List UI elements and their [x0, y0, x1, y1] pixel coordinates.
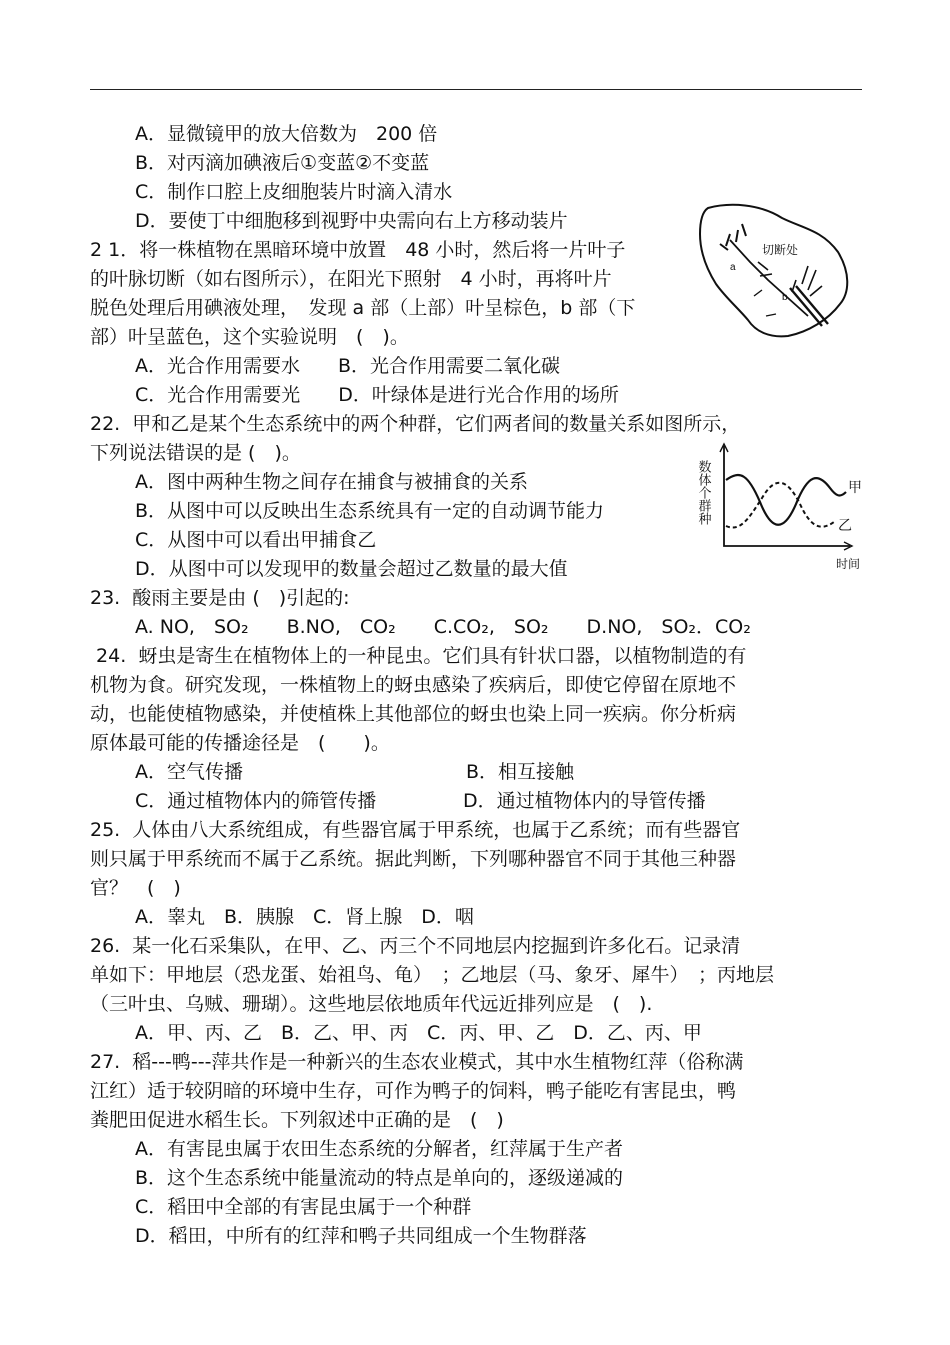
q25-stem-line3: 官？ ( ) — [90, 877, 181, 899]
q26-stem-line3: （三叶虫、乌贼、珊瑚）。这些地层依地质年代远近排列应是 ( ). — [90, 993, 653, 1015]
q22-stem-line2: 下列说法错误的是 ( )。 — [90, 442, 301, 464]
series-jia-line — [726, 475, 846, 525]
q25-options: A．睾丸 B．胰腺 C．肾上腺 D．咽 — [135, 906, 474, 928]
q20-option-a: A．显微镜甲的放大倍数为 200 倍 — [135, 123, 438, 145]
leaf-vein-branch-2 — [758, 262, 772, 276]
q24-option-a: A．空气传播 — [135, 761, 243, 783]
leaf-figure — [690, 200, 858, 340]
q27-option-c: C．稻田中全部的有害昆虫属于一个种群 — [135, 1196, 472, 1218]
leaf-vein-branch-3 — [792, 266, 822, 296]
leaf-b-label: b — [782, 292, 788, 303]
population-graph — [696, 440, 868, 574]
q20-option-c: C．制作口腔上皮细胞装片时滴入清水 — [135, 181, 453, 203]
q20-option-b: B．对丙滴加碘液后①变蓝②不变蓝 — [135, 152, 430, 174]
q24-stem-line2: 机物为食。研究发现，一株植物上的蚜虫感染了疾病后，即使它停留在原地不 — [90, 674, 737, 696]
q22-option-a: A．图中两种生物之间存在捕食与被捕食的关系 — [135, 471, 528, 493]
q24-option-d: D．通过植物体内的导管传播 — [463, 790, 706, 812]
q27-option-b: B．这个生态系统中能量流动的特点是单向的，逐级递减的 — [135, 1167, 624, 1189]
q23-stem: 23. 酸雨主要是由 ( )引起的: — [90, 587, 350, 609]
series-jia-label: 甲 — [848, 479, 862, 495]
q26-options: A．甲、丙、乙 B．乙、甲、丙 C．丙、甲、乙 D．乙、丙、甲 — [135, 1022, 702, 1044]
leaf-cut-label: 切断处 — [762, 243, 799, 257]
q24-option-c: C．通过植物体内的筛管传播 — [135, 790, 377, 812]
q27-stem-line1: 27. 稻---鸭---萍共作是一种新兴的生态农业模式，其中水生植物红萍（俗称满 — [90, 1051, 744, 1073]
q24-option-b: B．相互接触 — [466, 761, 575, 783]
q21-stem-line3: 脱色处理后用碘液处理， 发现 a 部（上部）叶呈棕色，b 部（下 — [90, 297, 636, 319]
q21-stem-line4: 部）叶呈蓝色，这个实验说明 ( )。 — [90, 326, 409, 348]
q26-stem-line1: 26. 某一化石采集队，在甲、乙、丙三个不同地层内挖掘到许多化石。记录清 — [90, 935, 741, 957]
leaf-outline — [700, 205, 847, 337]
q21-options-cd: C．光合作用需要光 D．叶绿体是进行光合作用的场所 — [135, 384, 619, 406]
q25-stem-line2: 则只属于甲系统而不属于乙系统。据此判断，下列哪种器官不同于其他三种器 — [90, 848, 737, 870]
q21-stem-line2: 的叶脉切断（如右图所示），在阳光下照射 4 小时，再将叶片 — [90, 268, 612, 290]
q27-option-a: A．有害昆虫属于农田生态系统的分解者，红萍属于生产者 — [135, 1138, 623, 1160]
q24-stem-line4: 原体最可能的传播途径是 ( )。 — [90, 732, 390, 754]
graph-y-label: 数体个群种 — [696, 460, 712, 525]
q22-option-b: B．从图中可以反映出生态系统具有一定的自动调节能力 — [135, 500, 605, 522]
q22-option-d: D．从图中可以发现甲的数量会超过乙数量的最大值 — [135, 558, 568, 580]
q21-options-ab: A．光合作用需要水 B．光合作用需要二氧化碳 — [135, 355, 561, 377]
graph-axes — [724, 446, 850, 546]
q20-option-d: D．要使丁中细胞移到视野中央需向右上方移动装片 — [135, 210, 568, 232]
q22-option-c: C．从图中可以看出甲捕食乙 — [135, 529, 377, 551]
q27-stem-line2: 江红）适于较阴暗的环境中生存，可作为鸭子的饲料，鸭子能吃有害昆虫，鸭 — [90, 1080, 737, 1102]
q27-stem-line3: 粪肥田促进水稻生长。下列叙述中正确的是 ( ) — [90, 1109, 504, 1131]
graph-x-label: 时间 — [836, 557, 861, 571]
q21-stem-line1: 2 1．将一株植物在黑暗环境中放置 48 小时，然后将一片叶子 — [90, 239, 626, 261]
q25-stem-line1: 25. 人体由八大系统组成，有些器官属于甲系统，也属于乙系统；而有些器官 — [90, 819, 741, 841]
leaf-small-marks — [754, 290, 776, 316]
q26-stem-line2: 单如下：甲地层（恐龙蛋、始祖鸟、龟） ；乙地层（马、象牙、犀牛） ；丙地层 — [90, 964, 775, 986]
series-yi-line — [726, 483, 834, 528]
q24-stem-line1: 24. 蚜虫是寄生在植物体上的一种昆虫。它们具有针状口器，以植物制造的有 — [90, 645, 747, 667]
q22-stem-line1: 22. 甲和乙是某个生态系统中的两个种群，它们两者间的数量关系如图所示， — [90, 413, 741, 435]
leaf-a-label: a — [730, 262, 736, 273]
header-rule — [90, 89, 862, 90]
q23-options: A. NO, SO₂ B.NO, CO₂ C.CO₂, SO₂ D.NO, SO₂．CO₂ — [135, 616, 751, 638]
series-yi-label: 乙 — [838, 517, 852, 533]
q24-stem-line3: 动，也能使植物感染，并使植株上其他部位的蚜虫也染上同一疾病。你分析病 — [90, 703, 737, 725]
q27-option-d: D．稻田，中所有的红萍和鸭子共同组成一个生物群落 — [135, 1225, 587, 1247]
leaf-vein-branch-1 — [720, 224, 746, 250]
